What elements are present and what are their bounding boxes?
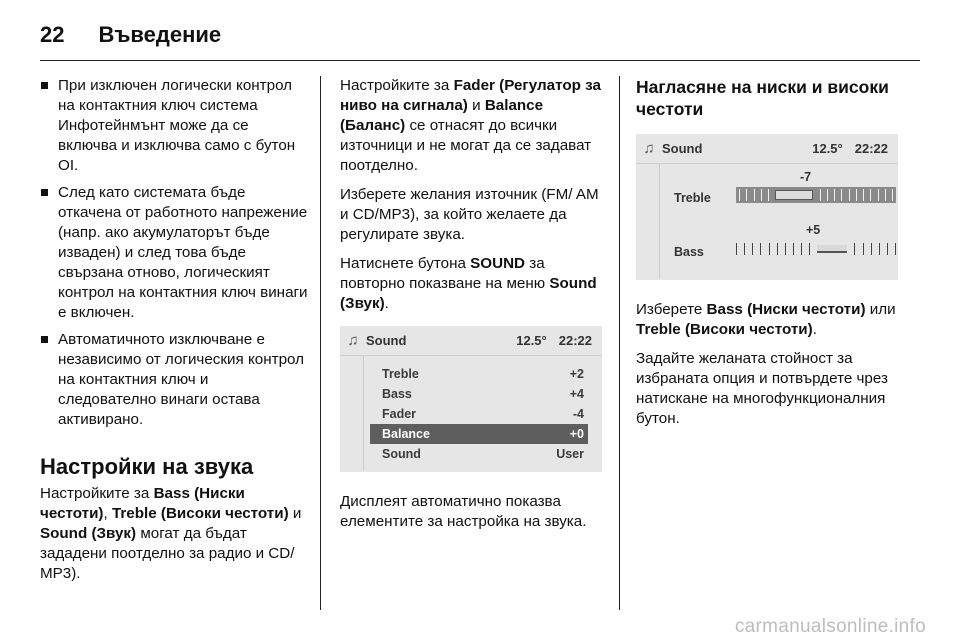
fader-balance-paragraph xyxy=(340,76,602,176)
bass-label: Bass xyxy=(674,245,704,259)
bass-term: Bass (Ниски честоти) xyxy=(706,301,866,318)
slider-tick xyxy=(887,243,888,255)
text-span: Настройките за xyxy=(340,77,450,94)
text-span: и xyxy=(472,97,481,114)
slider-tick xyxy=(754,189,755,201)
bass-slider[interactable] xyxy=(736,242,896,256)
screen-body xyxy=(636,164,898,279)
slider-tick xyxy=(879,243,880,255)
slider-tick xyxy=(785,243,786,255)
slider-tick xyxy=(746,189,747,201)
screen-title: Sound xyxy=(366,332,407,348)
text-span: или xyxy=(869,301,896,318)
chapter-title: Въведение xyxy=(98,22,222,47)
slider-tick xyxy=(809,243,810,255)
screen-temperature: 12.5° xyxy=(812,140,843,156)
footer-watermark: carmanualsonline.info xyxy=(734,616,926,637)
screen-status-bar xyxy=(636,134,898,164)
press-sound-paragraph xyxy=(340,254,602,314)
header-divider xyxy=(40,60,920,61)
screen-side-panel xyxy=(636,164,660,279)
text-span: . xyxy=(812,321,817,338)
slider-tick xyxy=(849,189,850,201)
treble-label: Treble xyxy=(674,191,711,205)
fader-term: Fader (Регулатор за ниво на сигнала) xyxy=(340,77,601,114)
slider-tick xyxy=(820,189,821,201)
slider-tick xyxy=(895,243,896,255)
bullet-item: След като системата бъде откачена от работното напрежение (напр. ако акумулаторът бъде изваден) и след това бъде свързана отново, логическият контрол на контактния ключ винаги е включен. xyxy=(40,183,308,323)
menu-row-fader[interactable] xyxy=(370,404,588,424)
text-span: се отнасят до всички източници и не могат да се задават поотделно. xyxy=(340,117,592,174)
slider-tick xyxy=(841,189,842,201)
slider-tick xyxy=(854,243,855,255)
column-2 xyxy=(340,76,602,541)
screen-side-panel xyxy=(340,356,364,471)
menu-label: Sound xyxy=(382,447,421,461)
column-1 xyxy=(40,76,308,593)
sound-settings-paragraph xyxy=(40,484,308,584)
music-note-icon: ♫ xyxy=(643,139,655,157)
screen-time: 22:22 xyxy=(558,332,592,348)
treble-value: -7 xyxy=(800,170,812,184)
bass-term: Bass (Ниски честоти) xyxy=(40,485,245,522)
slider-tick xyxy=(863,189,864,201)
bullet-item: Автоматичното изключване е независимо от логическия контрол на контактния ключ и следователно винаги остава активирано. xyxy=(40,330,308,430)
column-3 xyxy=(636,76,898,438)
column-divider xyxy=(619,76,620,610)
bass-slider-knob xyxy=(817,245,847,253)
menu-value: User xyxy=(556,447,584,461)
slider-tick xyxy=(760,243,761,255)
slider-tick xyxy=(744,243,745,255)
section-title: Настройки на звука xyxy=(40,454,254,479)
slider-tick xyxy=(870,189,871,201)
slider-tick xyxy=(892,189,893,201)
slider-tick xyxy=(863,243,864,255)
sound-menu-term: Sound (Звук) xyxy=(340,275,597,312)
slider-tick xyxy=(761,189,762,201)
sound-menu xyxy=(364,356,602,471)
text-span: , xyxy=(103,505,108,522)
text-span: Изберете xyxy=(636,301,703,318)
screen-time: 22:22 xyxy=(854,140,888,156)
slider-tick xyxy=(834,189,835,201)
screen-title: Sound xyxy=(662,140,703,156)
menu-label: Bass xyxy=(382,387,412,401)
slider-tick xyxy=(736,243,737,255)
menu-row-balance[interactable] xyxy=(370,424,588,444)
menu-value: +0 xyxy=(569,427,584,441)
slider-tick xyxy=(871,243,872,255)
column-divider xyxy=(320,76,321,610)
slider-tick xyxy=(856,189,857,201)
slider-tick xyxy=(885,189,886,201)
menu-label: Treble xyxy=(382,367,419,381)
slider-tick xyxy=(801,243,802,255)
menu-row-sound[interactable] xyxy=(370,444,588,464)
music-note-icon: ♫ xyxy=(347,331,359,349)
slider-tick xyxy=(768,189,769,201)
bass-value: +5 xyxy=(806,223,821,237)
sound-button-term: SOUND xyxy=(470,255,526,272)
sound-term: Sound (Звук) xyxy=(40,525,137,542)
select-tone-paragraph xyxy=(636,300,898,340)
treble-term: Treble (Високи честоти) xyxy=(111,505,289,522)
subsection-title: Нагласяне на ниски и високи честоти xyxy=(636,77,889,119)
sound-menu-screen xyxy=(340,326,602,472)
text-span: за повторно показване на меню xyxy=(340,255,546,292)
text-span: Натиснете бутона xyxy=(340,255,466,272)
bullet-item: При изключен логически контрол на контактния ключ система Инфотейнмънт може да се включва и изключва само с бутон ОІ. xyxy=(40,76,308,176)
select-source-paragraph: Изберете желания източник (FM/ AM и CD/MP3), за който желаете да регулирате звука. xyxy=(340,186,599,243)
menu-row-treble[interactable] xyxy=(370,364,588,384)
treble-term: Treble (Високи честоти) xyxy=(636,321,813,338)
screen-temperature: 12.5° xyxy=(516,332,547,348)
slider-tick xyxy=(777,243,778,255)
set-value-paragraph: Задайте желаната стойност за избраната опция и потвърдете чрез натискане на многофункционалния бутон. xyxy=(636,350,888,427)
screen-status-bar xyxy=(340,326,602,356)
menu-value: +2 xyxy=(569,367,584,381)
menu-value: -4 xyxy=(572,407,584,421)
balance-term: Balance (Баланс) xyxy=(340,97,544,134)
bullet-list xyxy=(40,76,308,430)
slider-tick xyxy=(878,189,879,201)
slider-tick xyxy=(752,243,753,255)
slider-tick xyxy=(769,243,770,255)
screen-body xyxy=(340,356,602,471)
menu-row-bass[interactable] xyxy=(370,384,588,404)
treble-slider-knob xyxy=(775,190,813,200)
page-number: 22 xyxy=(40,22,65,47)
slider-tick xyxy=(739,189,740,201)
menu-label: Balance xyxy=(382,427,430,441)
text-span: Настройките за xyxy=(40,485,150,502)
slider-tick xyxy=(793,243,794,255)
slider-tick xyxy=(827,189,828,201)
page-header xyxy=(40,22,221,62)
text-span: и xyxy=(292,505,302,522)
tone-controls xyxy=(660,164,898,279)
menu-value: +4 xyxy=(569,387,584,401)
tone-screen xyxy=(636,134,898,280)
text-span: могат да бъдат зададени поотделно за радио и CD/ MP3). xyxy=(40,525,295,582)
display-caption: Дисплеят автоматично показва елементите за настройка на звука. xyxy=(340,493,587,530)
treble-slider[interactable] xyxy=(736,187,896,203)
text-span: . xyxy=(384,295,389,312)
menu-label: Fader xyxy=(382,407,417,421)
